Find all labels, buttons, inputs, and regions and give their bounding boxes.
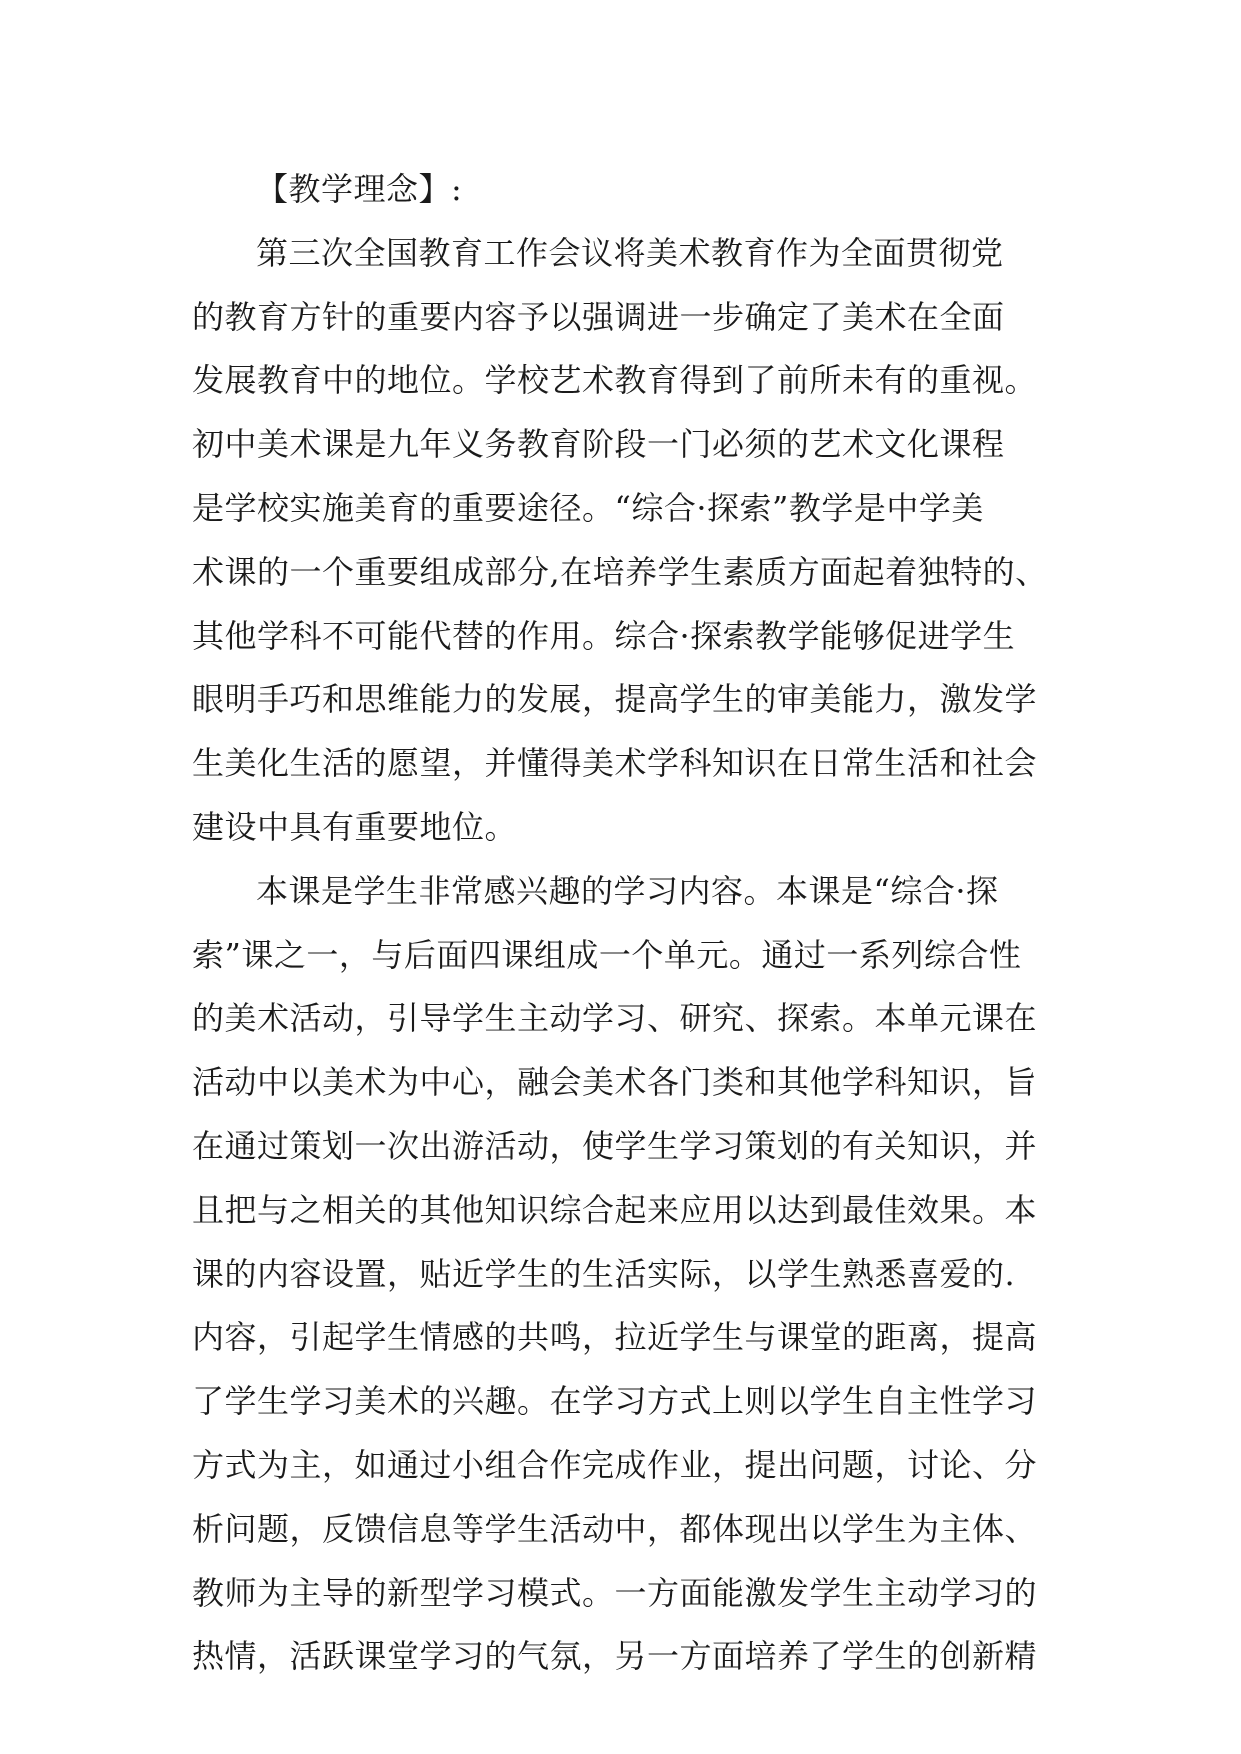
text-line: 在通过策划一次出游活动，使学生学习策划的有关知识，并 — [192, 1126, 1038, 1165]
text-line: 第三次全国教育工作会议将美术教育作为全面贯彻党 — [256, 233, 1004, 272]
paragraph-1 — [192, 222, 1062, 860]
document-body — [192, 158, 1062, 1689]
text-line: 活动中以美术为中心，融会美术各门类和其他学科知识，旨 — [192, 1063, 1038, 1102]
text-line: 发展教育中的地位。学校艺术教育得到了前所未有的重视。 — [192, 361, 1038, 400]
text-line: 眼明手巧和思维能力的发展，提高学生的审美能力，激发学 — [192, 680, 1038, 719]
text-line: 且把与之相关的其他知识综合起来应用以达到最佳效果。本 — [192, 1190, 1038, 1229]
text-line: 建设中具有重要地位。 — [192, 807, 518, 846]
section-heading: 【教学理念】: — [256, 170, 463, 208]
text-line: 初中美术课是九年义务教育阶段一门必须的艺术文化课程 — [192, 425, 1005, 464]
text-line: 教师为主导的新型学习模式。一方面能激发学生主动学习的 — [192, 1573, 1038, 1612]
text-line: 的美术活动，引导学生主动学习、研究、探索。本单元课在 — [192, 999, 1038, 1038]
text-line: 其他学科不可能代替的作用。综合·探索教学能够促进学生 — [192, 616, 1016, 655]
text-line: 方式为主，如通过小组合作完成作业，提出问题，讨论、分 — [192, 1445, 1038, 1484]
text-line: 生美化生活的愿望，并懂得美术学科知识在日常生活和社会 — [192, 744, 1038, 783]
text-line: 是学校实施美育的重要途径。“综合·探索”教学是中学美 — [192, 488, 984, 527]
text-line: 本课是学生非常感兴趣的学习内容。本课是“综合·探 — [256, 871, 999, 910]
text-line: 析问题，反馈信息等学生活动中，都体现出以学生为主体、 — [192, 1509, 1038, 1548]
text-line: 了学生学习美术的兴趣。在学习方式上则以学生自主性学习 — [192, 1382, 1038, 1421]
paragraph-2 — [192, 860, 1062, 1689]
text-line: 术课的一个重要组成部分,在培养学生素质方面起着独特的、 — [192, 552, 1048, 591]
text-line: 的教育方针的重要内容予以强调进一步确定了美术在全面 — [192, 297, 1005, 336]
text-line: 课的内容设置，贴近学生的生活实际，以学生熟悉喜爱的. — [192, 1254, 1016, 1293]
text-line: 热情，活跃课堂学习的气氛，另一方面培养了学生的创新精 — [192, 1637, 1038, 1676]
text-line: 内容，引起学生情感的共鸣，拉近学生与课堂的距离，提高 — [192, 1318, 1038, 1357]
text-line: 索”课之一，与后面四课组成一个单元。通过一系列综合性 — [192, 935, 1022, 974]
